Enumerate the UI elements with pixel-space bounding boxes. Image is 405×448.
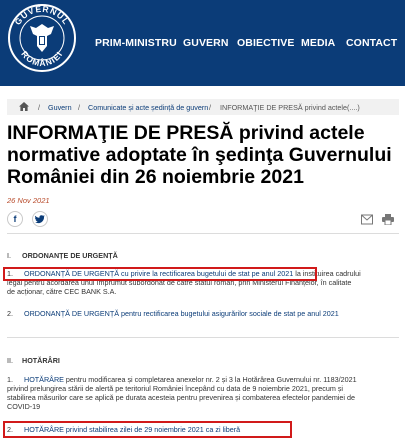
breadcrumb-item-guvern[interactable]: Guvern bbox=[48, 103, 72, 112]
highlight-box bbox=[3, 267, 317, 281]
home-icon[interactable] bbox=[19, 102, 29, 111]
section-heading: HOTĂRÂRI bbox=[22, 356, 60, 365]
divider bbox=[7, 337, 399, 338]
section-heading: ORDONANȚE DE URGENȚĂ bbox=[22, 251, 118, 260]
ordonanta-asigurari-sociale-link[interactable]: ORDONANȚĂ DE URGENȚĂ pentru rectificarea bugetului asigurărilor sociale de stat pe anul 2021 bbox=[24, 309, 339, 318]
nav-media[interactable]: MEDIA bbox=[301, 37, 336, 49]
breadcrumb-item-current: INFORMAŢIE DE PRESĂ privind actele(....) bbox=[220, 103, 360, 112]
list-item-text: de acționar, către CEC BANK S.A. bbox=[7, 287, 117, 296]
divider bbox=[7, 233, 399, 234]
twitter-icon[interactable] bbox=[32, 211, 48, 227]
publish-date: 26 Nov 2021 bbox=[7, 196, 50, 205]
hotarare-zi-libera-link[interactable]: HOTĂRÂRE privind stabilirea zilei de 29 noiembrie 2021 ca zi liberă bbox=[24, 425, 241, 434]
facebook-icon[interactable]: f bbox=[7, 211, 23, 227]
item-number: 1. bbox=[7, 375, 13, 384]
breadcrumb-separator: / bbox=[209, 103, 211, 112]
nav-guvern[interactable]: GUVERN bbox=[183, 37, 229, 49]
breadcrumb-separator: / bbox=[38, 103, 40, 112]
page-title: INFORMAŢIE DE PRESĂ privind actele normative adoptate în şedinţa Guvernului României din 26 noiembrie 2021 bbox=[7, 122, 392, 188]
list-item-text: stabilirea măsurilor care se aplică pe durata acesteia pentru prevenirea și combaterea efectelor pandemiei de bbox=[7, 393, 355, 402]
list-item-text: privind prelungirea stării de alertă pe teritoriul României începând cu data de 9 noiembrie 2021, precum și bbox=[7, 384, 344, 393]
breadcrumb bbox=[7, 99, 399, 115]
svg-text:GUVERNUL: GUVERNUL bbox=[12, 3, 72, 27]
item-number: 2. bbox=[7, 425, 13, 434]
list-item-text: COVID-19 bbox=[7, 402, 41, 411]
top-navigation-bar bbox=[0, 0, 405, 86]
highlight-box bbox=[3, 421, 292, 438]
email-icon[interactable] bbox=[361, 214, 373, 225]
hotarare-stare-alerta-link[interactable]: HOTĂRÂRE bbox=[24, 375, 64, 384]
nav-obiective[interactable]: OBIECTIVE bbox=[237, 37, 295, 49]
svg-text:ROMÂNIEI: ROMÂNIEI bbox=[19, 48, 65, 69]
print-icon[interactable] bbox=[382, 214, 394, 225]
item-number: 2. bbox=[7, 309, 13, 318]
item-text: pentru modificarea și completarea anexelor nr. 2 și 3 la Hotărârea Guvernului nr. 1183/2021 bbox=[63, 375, 357, 384]
ordonanta-rectificare-buget-link[interactable]: ORDONANȚĂ DE URGENȚĂ cu privire la rectificarea bugetului de stat pe anul 2021 bbox=[24, 269, 294, 278]
breadcrumb-separator: / bbox=[78, 103, 80, 112]
section-numeral: I. bbox=[7, 251, 11, 260]
list-item-text: legal pentru acordarea unui împrumut subordonat de către statul român, prin Ministerul Finanțelor, în calitate bbox=[7, 278, 352, 287]
item-text: la instituirea cadrului bbox=[293, 269, 361, 278]
item-number: 1. bbox=[7, 269, 13, 278]
section-numeral: II. bbox=[7, 356, 13, 365]
breadcrumb-item-comunicate[interactable]: Comunicate și acte ședință de guvern bbox=[88, 103, 209, 112]
main-nav bbox=[0, 37, 405, 57]
nav-prim-ministru[interactable]: PRIM-MINISTRU bbox=[95, 37, 177, 49]
nav-contact[interactable]: CONTACT bbox=[346, 37, 398, 49]
list-item bbox=[7, 310, 399, 319]
